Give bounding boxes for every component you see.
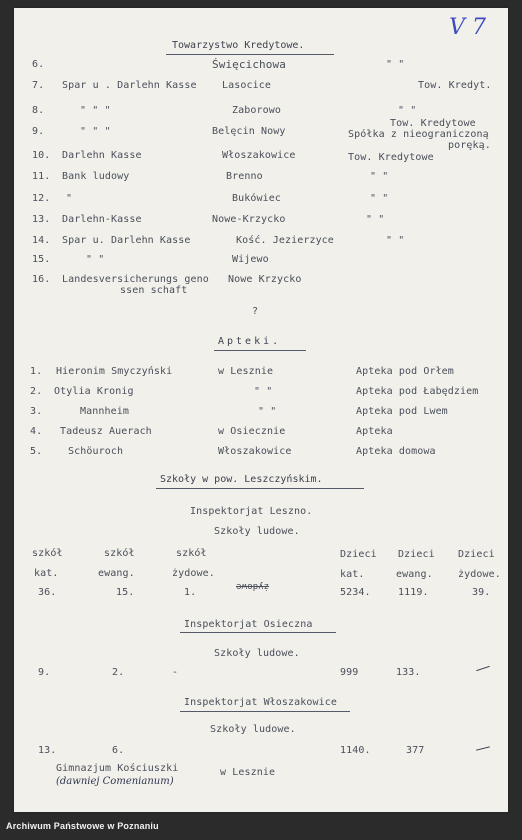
- col-header: ewang.: [396, 569, 433, 580]
- col-header: Dzieci: [398, 549, 435, 560]
- table-cell: 36.: [38, 587, 57, 598]
- row-num: 9.: [32, 126, 45, 137]
- row-name: " " ": [80, 126, 111, 137]
- row-name: Hieronim Smyczyński: [56, 366, 173, 377]
- inspectorate-wloszakowice: Inspektorjat Włoszakowice: [184, 697, 338, 708]
- row-name: Spar u. Darlehn Kasse: [62, 235, 191, 246]
- row-type: Apteka pod Łabędziem: [356, 386, 479, 397]
- archive-credit: Archiwum Państwowe w Poznaniu: [6, 821, 159, 831]
- subheading-folk-schools: Szkoły ludowe.: [210, 724, 296, 735]
- row-place: w Lesznie: [218, 366, 274, 377]
- table-cell: 1119.: [398, 587, 429, 598]
- col-header: kat.: [34, 568, 59, 579]
- table-cell: 6.: [112, 745, 125, 756]
- row-type-cont: Spółka z nieograniczoną: [348, 129, 489, 140]
- table-cell: 2.: [112, 667, 125, 678]
- row-place: Brenno: [226, 171, 263, 182]
- row-num: 13.: [32, 214, 51, 225]
- gymnasium-name: Gimnazjum Kościuszki: [56, 763, 179, 774]
- col-header: Dzieci: [458, 549, 495, 560]
- row-place: Kość. Jezierzyce: [236, 235, 334, 246]
- row-name: Schöuroch: [68, 446, 124, 457]
- row-name: Bank ludowy: [62, 171, 130, 182]
- row-ditto: " ": [398, 105, 417, 116]
- row-type: Tow. Kredytowe: [390, 118, 476, 129]
- inspectorate-osieczna: Inspektorjat Osieczna: [184, 619, 313, 630]
- col-header: szkół: [32, 548, 63, 559]
- row-place: " ": [254, 386, 273, 397]
- table-cell: 1140.: [340, 745, 371, 756]
- row-type: Tow. Kredyt.: [418, 80, 492, 91]
- table-cell: 9.: [38, 667, 51, 678]
- row-ditto: " ": [370, 193, 389, 204]
- row-name: " ": [86, 254, 105, 265]
- col-header: żydowe.: [458, 569, 501, 580]
- table-cell: 999: [340, 667, 359, 678]
- inspectorate-leszno: Inspektorjat Leszno.: [190, 506, 313, 517]
- table-cell: 13.: [38, 745, 57, 756]
- row-name: ": [66, 193, 73, 204]
- row-num: 10.: [32, 150, 51, 161]
- table-cell: 1.: [184, 587, 197, 598]
- row-num: 2.: [30, 386, 43, 397]
- row-place: Zaborowo: [232, 105, 281, 116]
- row-place: w Osiecznie: [218, 426, 286, 437]
- question-mark: ?: [252, 306, 259, 317]
- section-title-schools: Szkoły w pow. Leszczyńskim.: [160, 474, 323, 485]
- col-header: Dzieci: [340, 549, 377, 560]
- row-name: Landesversicherungs geno: [62, 274, 209, 285]
- row-num: 15.: [32, 254, 51, 265]
- title-underline: [214, 350, 306, 351]
- row-num: 1.: [30, 366, 43, 377]
- row-type: Apteka pod Lwem: [356, 406, 448, 417]
- row-type: Apteka domowa: [356, 446, 436, 457]
- row-num: 8.: [32, 105, 45, 116]
- table-cell: 133.: [396, 667, 421, 678]
- row-name: Darlehn-Kasse: [62, 214, 142, 225]
- row-name-cont: ssen schaft: [120, 285, 188, 296]
- table-cell: 5234.: [340, 587, 371, 598]
- col-header: kat.: [340, 569, 365, 580]
- section-title-credit: Towarzystwo Kredytowe.: [172, 40, 305, 51]
- document-page: [14, 8, 508, 812]
- table-cell: 39.: [472, 587, 491, 598]
- subheading-folk-schools: Szkoły ludowe.: [214, 526, 300, 537]
- title-underline: [166, 54, 334, 55]
- title-underline: [156, 488, 364, 489]
- row-type-cont: poręką.: [448, 140, 491, 151]
- row-place: Włoszakowice: [222, 150, 296, 161]
- row-num: 16.: [32, 274, 51, 285]
- row-place: Lasocice: [222, 80, 271, 91]
- table-cell: 15.: [116, 587, 135, 598]
- row-name: " " ": [80, 105, 111, 116]
- row-num: 5.: [30, 446, 43, 457]
- row-place: " ": [258, 406, 277, 417]
- crossed-note: żydowe: [236, 581, 270, 591]
- col-header: żydowe.: [172, 568, 215, 579]
- row-ditto: " ": [386, 235, 405, 246]
- row-place: Święcichowa: [212, 58, 286, 71]
- row-num: 7.: [32, 80, 45, 91]
- col-header: szkół: [104, 548, 135, 559]
- row-place: Bukówiec: [232, 193, 281, 204]
- row-num: 11.: [32, 171, 51, 182]
- row-type: Tow. Kredytowe: [348, 152, 434, 163]
- row-place: Nowe Krzycko: [228, 274, 302, 285]
- title-underline: [180, 711, 350, 712]
- row-num: 14.: [32, 235, 51, 246]
- corner-mark: V 7: [449, 15, 486, 40]
- row-name: Tadeusz Auerach: [60, 426, 152, 437]
- row-place: Nowe-Krzycko: [212, 214, 286, 225]
- row-type: Apteka: [356, 426, 393, 437]
- pen-dash: [476, 666, 490, 671]
- pen-dash: [476, 746, 490, 750]
- row-place: Wijewo: [232, 254, 269, 265]
- subheading-folk-schools: Szkoły ludowe.: [214, 648, 300, 659]
- row-num: 12.: [32, 193, 51, 204]
- row-num: 4.: [30, 426, 43, 437]
- title-underline: [180, 632, 336, 633]
- section-title-pharmacies: Apteki.: [218, 336, 282, 347]
- table-cell: -: [172, 667, 179, 678]
- row-ditto: " ": [366, 214, 385, 225]
- table-cell: 377: [406, 745, 425, 756]
- handwritten-note: (dawniej Comenianum): [56, 776, 174, 787]
- row-name: Spar u . Darlehn Kasse: [62, 80, 197, 91]
- row-num: 3.: [30, 406, 43, 417]
- row-name: Mannheim: [80, 406, 129, 417]
- row-num: 6.: [32, 59, 45, 70]
- row-name: Darlehn Kasse: [62, 150, 142, 161]
- row-name: Otylia Kronig: [54, 386, 134, 397]
- row-place: Włoszakowice: [218, 446, 292, 457]
- col-header: ewang.: [98, 568, 135, 579]
- row-ditto: " ": [386, 59, 405, 70]
- row-type: Apteka pod Orłem: [356, 366, 454, 377]
- row-ditto: " ": [370, 171, 389, 182]
- archive-footer: [0, 816, 522, 840]
- row-place: Belęcin Nowy: [212, 126, 286, 137]
- col-header: szkół: [176, 548, 207, 559]
- gymnasium-place: w Lesznie: [220, 767, 276, 778]
